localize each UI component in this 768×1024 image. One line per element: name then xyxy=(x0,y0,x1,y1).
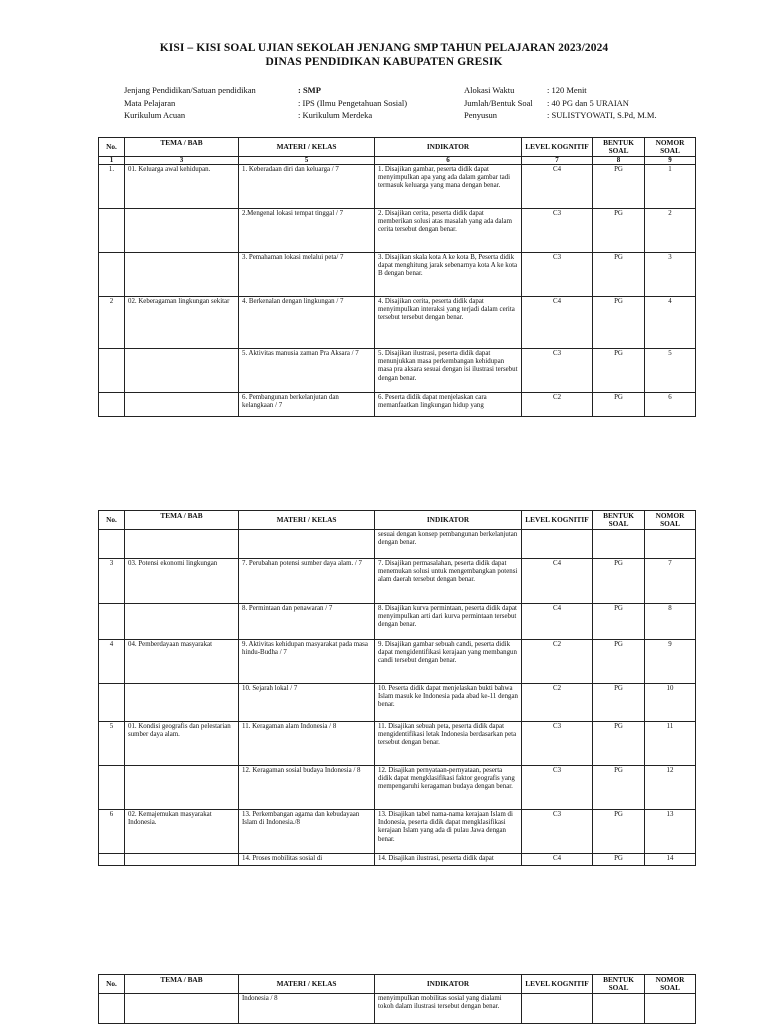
document-subtitle: DINAS PENDIDIKAN KABUPATEN GRESIK xyxy=(265,56,503,68)
cell-bentuk: PG xyxy=(593,810,645,854)
cell-tema xyxy=(125,253,239,297)
cell-level: C3 xyxy=(522,349,593,393)
kisi-table-1 xyxy=(98,137,696,417)
table-row xyxy=(99,640,696,684)
table-row xyxy=(99,393,696,417)
header-level: LEVEL KOGNITIF xyxy=(522,975,593,994)
cell-level: C3 xyxy=(522,253,593,297)
table-row xyxy=(99,994,696,1024)
cell-level: C2 xyxy=(522,640,593,684)
header-materi: MATERI / KELAS xyxy=(239,138,375,157)
cell-level xyxy=(522,994,593,1024)
cell-bentuk: PG xyxy=(593,349,645,393)
table-row xyxy=(99,165,696,209)
kisi-table-3 xyxy=(98,974,696,1024)
cell-tema: 02. Kemajemukan masyarakat Indonesia. xyxy=(125,810,239,854)
cell-nomor: 4 xyxy=(645,297,696,349)
meta-label-jenjang: Jenjang Pendidikan/Satuan pendidikan xyxy=(124,85,256,95)
meta-value-jumlah: : 40 PG dan 5 URAIAN xyxy=(547,97,629,108)
cell-level: C3 xyxy=(522,810,593,854)
cell-nomor: 9 xyxy=(645,640,696,684)
cell-tema xyxy=(125,393,239,417)
table-row xyxy=(99,810,696,854)
table-row xyxy=(99,209,696,253)
cell-no: 4 xyxy=(99,640,125,684)
cell-no xyxy=(99,253,125,297)
table-1-body xyxy=(99,165,696,417)
cell-indikator: 3. Disajikan skala kota A ke kota B, Peserta didik dapat menghitung jarak sebenarnya kota A ke kota B dengan benar. xyxy=(375,253,522,297)
meta-label-jumlah: Jumlah/Bentuk Soal xyxy=(464,97,533,108)
cell-tema xyxy=(125,854,239,866)
cell-bentuk: PG xyxy=(593,559,645,604)
cell-bentuk xyxy=(593,994,645,1024)
cell-tema xyxy=(125,209,239,253)
table-row xyxy=(99,297,696,349)
index-cell: 1 xyxy=(99,157,125,165)
cell-nomor: 5 xyxy=(645,349,696,393)
header-nomor: NOMOR SOAL xyxy=(645,511,696,530)
cell-no xyxy=(99,994,125,1024)
cell-no xyxy=(99,530,125,559)
cell-materi: 12. Keragaman sosial budaya Indonesia / 8 xyxy=(239,766,375,810)
header-no: No. xyxy=(99,138,125,157)
cell-materi: 6. Pembangunan berkelanjutan dan kelangkaan / 7 xyxy=(239,393,375,417)
cell-tema xyxy=(125,604,239,640)
header-indikator: INDIKATOR xyxy=(375,511,522,530)
cell-nomor: 7 xyxy=(645,559,696,604)
table-3-body xyxy=(99,994,696,1024)
cell-nomor: 3 xyxy=(645,253,696,297)
cell-no xyxy=(99,209,125,253)
meta-label-mapel: Mata Pelajaran xyxy=(124,97,176,108)
cell-level: C4 xyxy=(522,604,593,640)
cell-nomor: 12 xyxy=(645,766,696,810)
header-indikator: INDIKATOR xyxy=(375,138,522,157)
cell-bentuk: PG xyxy=(593,722,645,766)
table-row xyxy=(99,253,696,297)
index-cell: 8 xyxy=(593,157,645,165)
meta-value-jenjang: : SMP xyxy=(298,85,321,95)
cell-tema: 02. Keberagaman lingkungan sekitar xyxy=(125,297,239,349)
cell-materi: 11. Keragaman alam Indonesia / 8 xyxy=(239,722,375,766)
cell-nomor: 6 xyxy=(645,393,696,417)
table-row xyxy=(99,684,696,722)
cell-indikator: 11. Disajikan sebuah peta, peserta didik dapat mengidentifikasi letak Indonesia berdasarkan peta tersebut dengan benar. xyxy=(375,722,522,766)
cell-level xyxy=(522,530,593,559)
meta-label-kurikulum: Kurikulum Acuan xyxy=(124,110,186,120)
cell-indikator: 9. Disajikan gambar sebuah candi, peserta didik dapat mengidentifikasi kerajaan yang membangun candi tersebut dengan benar. xyxy=(375,640,522,684)
header-no: No. xyxy=(99,511,125,530)
table-row xyxy=(99,854,696,866)
cell-materi: 8. Permintaan dan penawaran / 7 xyxy=(239,604,375,640)
cell-indikator: 6. Peserta didik dapat menjelaskan cara memanfaatkan lingkungan hidup yang xyxy=(375,393,522,417)
cell-tema xyxy=(125,349,239,393)
cell-bentuk: PG xyxy=(593,854,645,866)
header-tema: TEMA / BAB xyxy=(125,975,239,994)
cell-no xyxy=(99,684,125,722)
cell-tema xyxy=(125,684,239,722)
cell-nomor: 13 xyxy=(645,810,696,854)
cell-materi: Indonesia / 8 xyxy=(239,994,375,1024)
table-2-body xyxy=(99,530,696,866)
cell-no: 3 xyxy=(99,559,125,604)
cell-bentuk: PG xyxy=(593,604,645,640)
cell-no xyxy=(99,604,125,640)
cell-no xyxy=(99,854,125,866)
cell-bentuk: PG xyxy=(593,209,645,253)
meta-value-kurikulum: : Kurikulum Merdeka xyxy=(298,110,373,120)
cell-tema: 01. Keluarga awal kehidupan. xyxy=(125,165,239,209)
cell-indikator: 14. Disajikan ilustrasi, peserta didik dapat xyxy=(375,854,522,866)
cell-bentuk xyxy=(593,530,645,559)
cell-bentuk: PG xyxy=(593,684,645,722)
cell-no xyxy=(99,349,125,393)
cell-materi: 13. Perkembangan agama dan kebudayaan Islam di Indonesia./8 xyxy=(239,810,375,854)
meta-label-penyusun: Penyusun xyxy=(464,110,498,120)
header-indikator: INDIKATOR xyxy=(375,975,522,994)
index-cell: 9 xyxy=(645,157,696,165)
cell-bentuk: PG xyxy=(593,297,645,349)
meta-label-alokasi: Alokasi Waktu xyxy=(464,85,515,95)
table-row xyxy=(99,349,696,393)
cell-level: C2 xyxy=(522,684,593,722)
index-cell: 3 xyxy=(125,157,239,165)
header-tema: TEMA / BAB xyxy=(125,138,239,157)
cell-indikator: 12. Disajikan pernyataan-pernyataan, peserta didik dapat mengklasifikasi faktor geografis yang mempengaruhi keragaman budaya dengan benar. xyxy=(375,766,522,810)
cell-level: C4 xyxy=(522,297,593,349)
cell-materi: 10. Sejarah lokal / 7 xyxy=(239,684,375,722)
document-title: KISI – KISI SOAL UJIAN SEKOLAH JENJANG SMP TAHUN PELAJARAN 2023/2024 xyxy=(159,42,609,54)
header-tema: TEMA / BAB xyxy=(125,511,239,530)
cell-tema xyxy=(125,994,239,1024)
cell-no: 5 xyxy=(99,722,125,766)
meta-value-alokasi: : 120 Menit xyxy=(547,85,587,95)
cell-level: C3 xyxy=(522,722,593,766)
cell-nomor xyxy=(645,530,696,559)
cell-indikator: 13. Disajikan tabel nama-nama kerajaan Islam di Indonesia, peserta didik dapat mengklasifikasi kerajaan Islam yang ada di pulau Jawa dengan benar. xyxy=(375,810,522,854)
header-materi: MATERI / KELAS xyxy=(239,511,375,530)
cell-materi: 4. Berkenalan dengan lingkungan / 7 xyxy=(239,297,375,349)
cell-indikator: 7. Disajikan permasalahan, peserta didik dapat menemukan solusi untuk mengembangkan potensi alam daerah tersebut dengan benar. xyxy=(375,559,522,604)
cell-tema xyxy=(125,766,239,810)
cell-tema xyxy=(125,530,239,559)
meta-left-values xyxy=(298,84,407,122)
cell-nomor: 8 xyxy=(645,604,696,640)
cell-materi: 7. Perubahan potensi sumber daya alam. / 7 xyxy=(239,559,375,604)
cell-indikator: 4. Disajikan cerita, peserta didik dapat menyimpulkan interaksi yang terjadi dalam cerita tersebut tersebut dengan benar. xyxy=(375,297,522,349)
meta-value-penyusun: : SULISTYOWATI, S.Pd, M.M. xyxy=(547,110,657,120)
cell-bentuk: PG xyxy=(593,393,645,417)
cell-tema: 01. Kondisi geografis dan pelestarian sumber daya alam. xyxy=(125,722,239,766)
table-row xyxy=(99,604,696,640)
cell-no xyxy=(99,766,125,810)
cell-bentuk: PG xyxy=(593,640,645,684)
header-no: No. xyxy=(99,975,125,994)
cell-indikator: 8. Disajikan kurva permintaan, peserta didik dapat menyimpulkan arti dari kurva permintaan tersebut dengan benar. xyxy=(375,604,522,640)
cell-indikator: 10. Peserta didik dapat menjelaskan bukti bahwa Islam masuk ke Indonesia pada abad ke-11 dengan benar. xyxy=(375,684,522,722)
cell-level: C3 xyxy=(522,209,593,253)
cell-nomor: 1 xyxy=(645,165,696,209)
cell-materi xyxy=(239,530,375,559)
cell-indikator: 1. Disajikan gambar, peserta didik dapat menyimpulkan apa yang ada dalam gambar tadi termasuk keluarga yang mana dengan benar. xyxy=(375,165,522,209)
cell-materi: 14. Proses mobilitas sosial di xyxy=(239,854,375,866)
cell-indikator: menyimpulkan mobilitas sosial yang dialami tokoh dalam ilustrasi tersebut dengan benar. xyxy=(375,994,522,1024)
cell-bentuk: PG xyxy=(593,766,645,810)
cell-tema: 04. Pemberdayaan masyarakat xyxy=(125,640,239,684)
kisi-table-2 xyxy=(98,510,696,866)
meta-value-mapel: : IPS (Ilmu Pengetahuan Sosial) xyxy=(298,97,408,108)
cell-no: 6 xyxy=(99,810,125,854)
meta-right-labels xyxy=(464,84,533,122)
cell-nomor: 14 xyxy=(645,854,696,866)
cell-indikator: 2. Disajikan cerita, peserta didik dapat memberikan solusi atas masalah yang ada dalam cerita tersebut dengan benar. xyxy=(375,209,522,253)
cell-nomor: 2 xyxy=(645,209,696,253)
cell-nomor: 10 xyxy=(645,684,696,722)
header-nomor: NOMOR SOAL xyxy=(645,975,696,994)
cell-bentuk: PG xyxy=(593,253,645,297)
header-bentuk: BENTUK SOAL xyxy=(593,511,645,530)
header-level: LEVEL KOGNITIF xyxy=(522,511,593,530)
cell-level: C4 xyxy=(522,559,593,604)
header-bentuk: BENTUK SOAL xyxy=(593,138,645,157)
meta-right-values xyxy=(547,84,657,122)
table-row xyxy=(99,559,696,604)
cell-no xyxy=(99,393,125,417)
meta-left-labels xyxy=(124,84,256,122)
cell-no: 2 xyxy=(99,297,125,349)
cell-level: C4 xyxy=(522,854,593,866)
header-level: LEVEL KOGNITIF xyxy=(522,138,593,157)
cell-tema: 03. Potensi ekonomi lingkungan xyxy=(125,559,239,604)
header-nomor: NOMOR SOAL xyxy=(645,138,696,157)
cell-level: C4 xyxy=(522,165,593,209)
cell-level: C2 xyxy=(522,393,593,417)
index-row xyxy=(99,157,696,165)
cell-nomor: 11 xyxy=(645,722,696,766)
table-row xyxy=(99,766,696,810)
index-cell: 5 xyxy=(239,157,375,165)
cell-bentuk: PG xyxy=(593,165,645,209)
cell-level: C3 xyxy=(522,766,593,810)
cell-materi: 9. Aktivitas kehidupan masyarakat pada masa hindu-Budha / 7 xyxy=(239,640,375,684)
table-row xyxy=(99,530,696,559)
header-materi: MATERI / KELAS xyxy=(239,975,375,994)
index-cell: 7 xyxy=(522,157,593,165)
cell-indikator: sesuai dengan konsep pembangunan berkelanjutan dengan benar. xyxy=(375,530,522,559)
cell-nomor xyxy=(645,994,696,1024)
cell-materi: 1. Keberadaan diri dan keluarga / 7 xyxy=(239,165,375,209)
cell-materi: 3. Pemahaman lokasi melalui peta/ 7 xyxy=(239,253,375,297)
cell-materi: 2.Mengenal lokasi tempat tinggal / 7 xyxy=(239,209,375,253)
index-cell: 6 xyxy=(375,157,522,165)
cell-indikator: 5. Disajikan ilustrasi, peserta didik dapat menunjukkan masa perkembangan kehidupan masa pra aksara sesuai dengan isi ilustrasi tersebut dengan benar. xyxy=(375,349,522,393)
cell-materi: 5. Aktivitas manusia zaman Pra Aksara / 7 xyxy=(239,349,375,393)
table-row xyxy=(99,722,696,766)
cell-no: 1. xyxy=(99,165,125,209)
header-bentuk: BENTUK SOAL xyxy=(593,975,645,994)
